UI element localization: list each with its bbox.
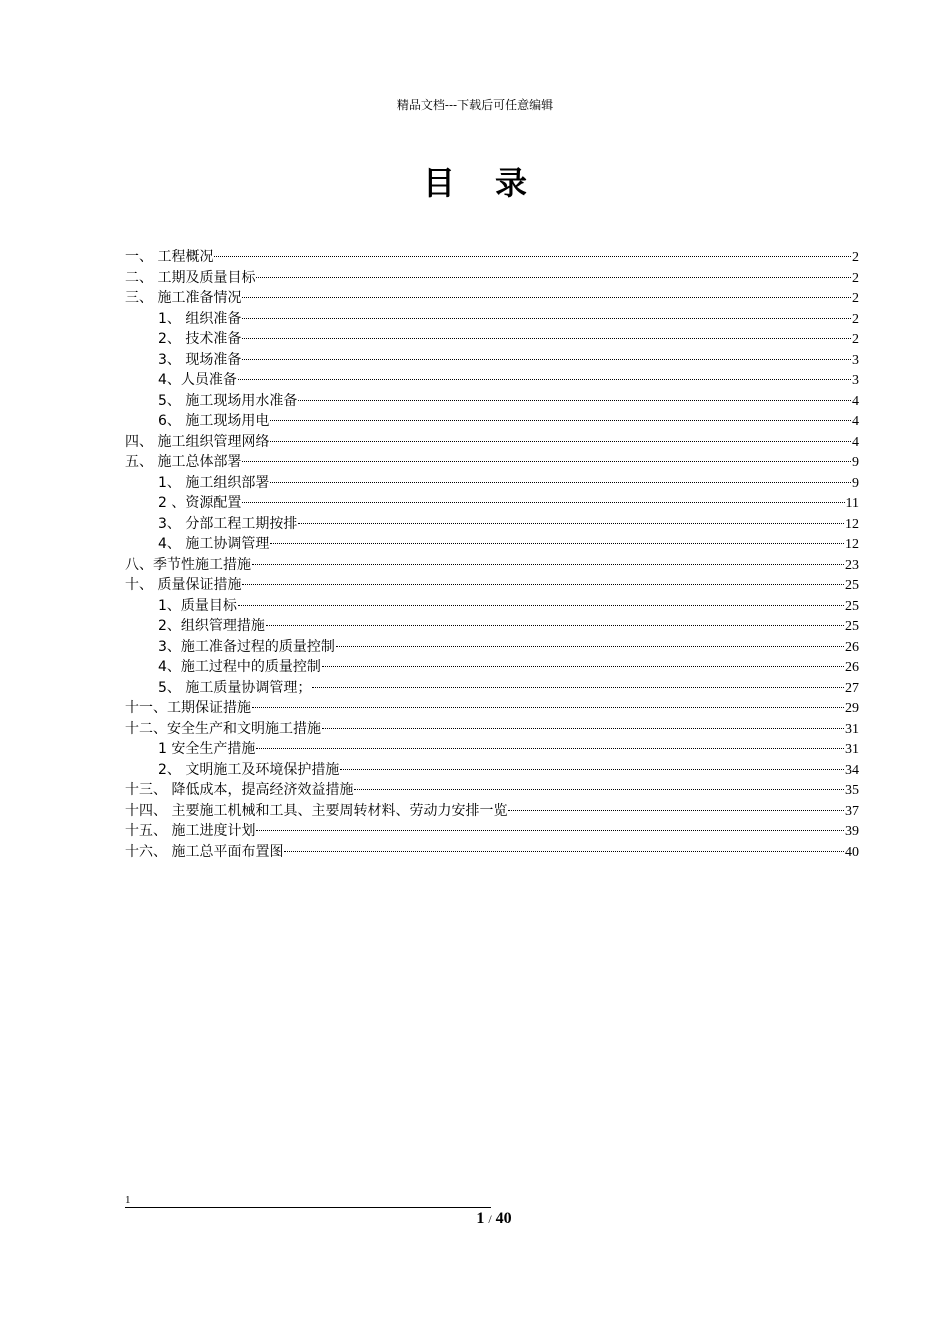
toc-entry[interactable]: [125, 842, 859, 863]
toc-entry-label: 3、施工准备过程的质量控制: [158, 638, 335, 655]
toc-entry-page: 2: [852, 270, 859, 286]
toc-dot-leader: [238, 605, 844, 606]
toc-entry-label: 十、 质量保证措施: [125, 577, 242, 593]
toc-dot-leader: [266, 625, 844, 626]
toc-dot-leader: [322, 666, 844, 667]
toc-entry-label: 十三、 降低成本，提高经济效益措施: [125, 782, 354, 798]
toc-entry-page: 4: [852, 434, 859, 450]
toc-entry-label: 1、 组织准备: [158, 310, 242, 327]
toc-entry-label: 4、施工过程中的质量控制: [158, 659, 321, 675]
toc-entry-page: 29: [845, 701, 859, 716]
toc-dot-leader: [242, 318, 851, 319]
toc-dot-leader: [242, 584, 844, 585]
toc-entry-page: 25: [845, 619, 859, 634]
toc-entry-label: 十二、安全生产和文明施工措施: [125, 720, 321, 737]
toc-entry-page: 4: [852, 393, 859, 409]
page-separator: /: [488, 1212, 492, 1226]
toc-entry-label: 1 安全生产措施: [158, 741, 256, 757]
toc-entry-page: 2: [852, 332, 859, 347]
toc-entry[interactable]: [125, 534, 859, 555]
toc-dot-leader: [508, 810, 844, 811]
toc-entry-label: 十一、工期保证措施: [125, 700, 251, 716]
toc-entry[interactable]: [125, 657, 859, 678]
toc-entry-label: 十五、 施工进度计划: [125, 823, 256, 839]
toc-dot-leader: [238, 379, 851, 380]
document-header: 精品文档---下载后可任意编辑: [396, 98, 554, 112]
toc-entry[interactable]: [125, 411, 859, 432]
toc-entry-label: 2 、资源配置: [158, 495, 242, 511]
toc-dot-leader: [252, 564, 844, 565]
toc-entry-page: 37: [845, 803, 859, 819]
current-page: 1: [476, 1210, 485, 1227]
toc-entry[interactable]: [125, 780, 859, 801]
toc-entry-label: 2、组织管理措施: [158, 618, 265, 634]
footnote-number: 1: [125, 1194, 131, 1206]
toc-entry-page: 2: [852, 311, 859, 327]
toc-entry-label: 2、 技术准备: [158, 331, 242, 347]
toc-entry[interactable]: [125, 247, 859, 268]
toc-dot-leader: [242, 502, 844, 503]
toc-dot-leader: [298, 523, 844, 524]
toc-entry[interactable]: [125, 432, 859, 453]
toc-entry-page: 12: [845, 516, 859, 532]
toc-dot-leader: [270, 482, 851, 483]
toc-dot-leader: [270, 420, 851, 421]
toc-entry-label: 1、质量目标: [158, 597, 237, 614]
page-number: [0, 1210, 950, 1228]
toc-entry-page: 2: [852, 250, 859, 265]
toc-entry-label: 四、 施工组织管理网络: [125, 433, 270, 450]
total-pages: 40: [495, 1210, 512, 1227]
toc-entry-page: 9: [852, 475, 859, 491]
toc-entry[interactable]: [125, 616, 859, 637]
toc-entry[interactable]: [125, 555, 859, 576]
toc-entry[interactable]: [125, 678, 859, 699]
toc-dot-leader: [284, 851, 844, 852]
toc-entry[interactable]: [125, 329, 859, 350]
toc-entry[interactable]: [125, 350, 859, 371]
toc-entry-page: 3: [852, 352, 859, 368]
toc-entry-page: 40: [845, 844, 859, 860]
toc-entry-page: 3: [852, 373, 859, 388]
toc-entry[interactable]: [125, 473, 859, 494]
toc-entry-label: 一、 工程概况: [125, 249, 214, 265]
toc-entry[interactable]: [125, 493, 859, 514]
table-of-contents: [125, 247, 859, 862]
toc-entry[interactable]: [125, 596, 859, 617]
toc-entry-page: 31: [845, 721, 859, 737]
toc-entry-page: 9: [852, 455, 859, 470]
toc-entry-page: 39: [845, 824, 859, 839]
toc-entry-label: 2、 文明施工及环境保护措施: [158, 761, 340, 778]
toc-dot-leader: [256, 277, 851, 278]
toc-entry[interactable]: [125, 739, 859, 760]
toc-entry-page: 27: [845, 680, 859, 696]
toc-entry-page: 11: [845, 496, 859, 511]
toc-entry-label: 1、 施工组织部署: [158, 474, 270, 491]
toc-dot-leader: [322, 728, 844, 729]
toc-entry-page: 23: [845, 557, 859, 573]
toc-dot-leader: [336, 646, 844, 647]
toc-entry-label: 6、 施工现场用电: [158, 413, 270, 429]
toc-entry[interactable]: [125, 698, 859, 719]
toc-entry-label: 3、 现场准备: [158, 351, 242, 368]
toc-entry-label: 十六、 施工总平面布置图: [125, 843, 284, 860]
toc-dot-leader: [256, 830, 844, 831]
toc-entry-page: 2: [852, 291, 859, 306]
toc-entry[interactable]: [125, 309, 859, 330]
toc-entry-label: 3、 分部工程工期按排: [158, 515, 298, 532]
toc-dot-leader: [242, 338, 851, 339]
toc-entry[interactable]: [125, 821, 859, 842]
toc-entry-label: 4、人员准备: [158, 372, 237, 388]
toc-dot-leader: [312, 687, 844, 688]
toc-entry[interactable]: [125, 760, 859, 781]
toc-dot-leader: [298, 400, 851, 401]
toc-entry[interactable]: [125, 370, 859, 391]
toc-dot-leader: [242, 461, 851, 462]
toc-entry-label: 5、 施工现场用水准备: [158, 392, 298, 409]
toc-dot-leader: [340, 769, 844, 770]
toc-entry-page: 35: [845, 783, 859, 798]
toc-entry-label: 十四、 主要施工机械和工具、主要周转材料、劳动力安排一览: [125, 802, 508, 819]
toc-entry[interactable]: [125, 719, 859, 740]
toc-dot-leader: [354, 789, 844, 790]
toc-entry[interactable]: [125, 268, 859, 289]
toc-entry-label: 二、 工期及质量目标: [125, 269, 256, 286]
page-title: 目录: [422, 164, 567, 202]
toc-entry[interactable]: [125, 801, 859, 822]
toc-entry-page: 31: [845, 742, 859, 757]
toc-entry[interactable]: [125, 452, 859, 473]
toc-dot-leader: [242, 359, 851, 360]
toc-entry-label: 4、 施工协调管理: [158, 536, 270, 552]
toc-entry-label: 五、 施工总体部署: [125, 454, 242, 470]
toc-dot-leader: [256, 748, 844, 749]
toc-entry-page: 25: [845, 598, 859, 614]
toc-entry-page: 26: [845, 660, 859, 675]
toc-entry-page: 25: [845, 578, 859, 593]
toc-entry-page: 26: [845, 639, 859, 655]
toc-entry[interactable]: [125, 514, 859, 535]
toc-entry[interactable]: [125, 575, 859, 596]
toc-entry-page: 4: [852, 414, 859, 429]
toc-entry[interactable]: [125, 288, 859, 309]
toc-dot-leader: [270, 543, 844, 544]
toc-dot-leader: [214, 256, 851, 257]
toc-entry-label: 三、 施工准备情况: [125, 290, 242, 306]
toc-entry-label: 5、 施工质量协调管理；: [158, 679, 312, 696]
footnote-divider: [125, 1207, 491, 1208]
toc-dot-leader: [252, 707, 844, 708]
toc-entry-page: 34: [845, 762, 859, 778]
toc-entry[interactable]: [125, 637, 859, 658]
toc-dot-leader: [242, 297, 851, 298]
toc-entry-label: 八、季节性施工措施: [125, 556, 251, 573]
toc-dot-leader: [270, 441, 851, 442]
toc-entry[interactable]: [125, 391, 859, 412]
toc-entry-page: 12: [845, 537, 859, 552]
